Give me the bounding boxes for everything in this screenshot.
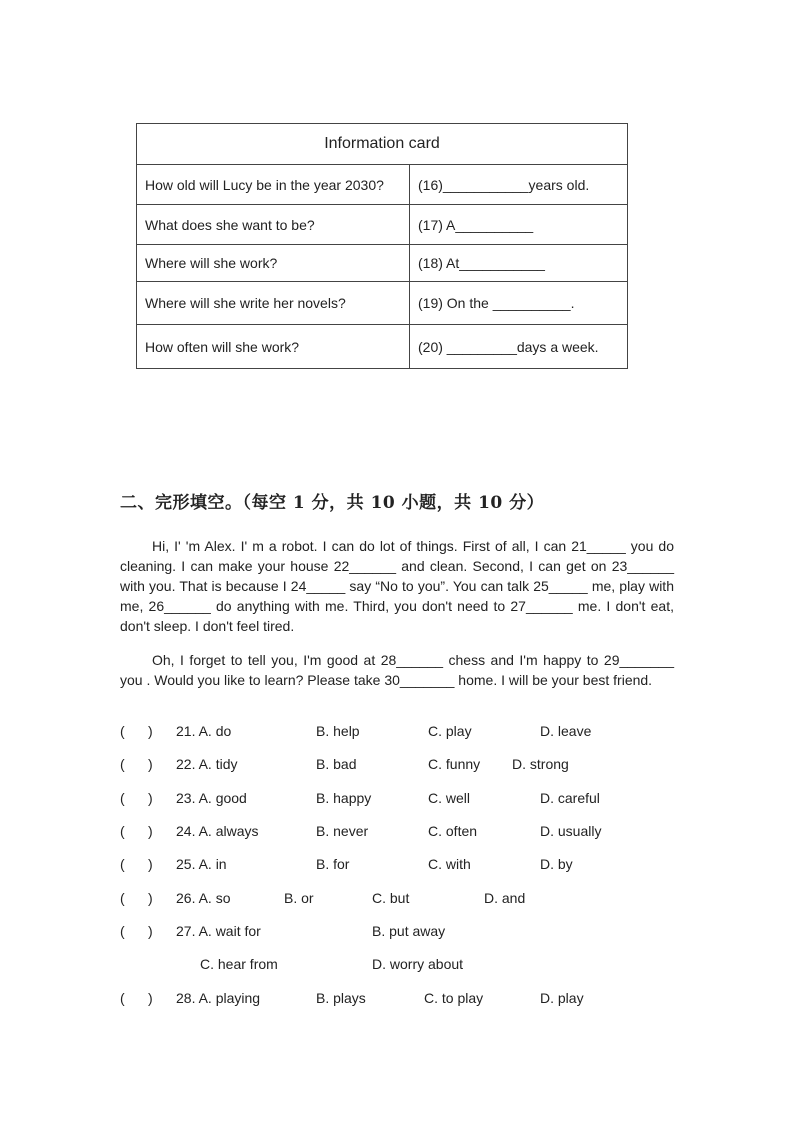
passage-paragraph-2: Oh, I forget to tell you, I'm good at 28______ chess and I'm happy to 29_______ you . Would you like to learn? Please take 30_______ home. I will be your best friend. — [120, 652, 674, 688]
card-title: Information card — [137, 124, 628, 165]
option-a: 21. A. do — [176, 723, 232, 739]
answer-bracket[interactable]: ( ) — [120, 823, 153, 839]
card-question: What does she want to be? — [137, 205, 410, 245]
question-row-26 — [120, 890, 680, 910]
option-c: C. play — [428, 723, 472, 739]
option-c: C. with — [428, 856, 471, 872]
question-row-22 — [120, 756, 680, 776]
card-question: How often will she work? — [137, 325, 410, 369]
card-answer: (16)___________years old. — [410, 165, 628, 205]
option-c: C. to play — [424, 990, 484, 1006]
option-c: C. often — [428, 823, 478, 839]
question-row-23 — [120, 790, 680, 810]
option-b: B. happy — [316, 790, 372, 806]
card-question: How old will Lucy be in the year 2030? — [137, 165, 410, 205]
option-c: C. funny — [428, 756, 481, 772]
option-b: B. or — [284, 890, 314, 906]
section-title: 二、完形填空。（每空 1 分，共 10 小题，共 10 分） — [120, 493, 545, 513]
option-d: D. and — [484, 890, 526, 906]
passage-paragraph-1: Hi, I' 'm Alex. I' m a robot. I can do lot of things. First of all, I can 21_____ you do cleaning. I can make your house 22______ and clean. Second, I can get on 23______ with you. That is because I 24_____ say “No to you”. You can talk 25_____ me, play with me, 26______ do anything with me. Third, you don't need to 27______ me. I don't eat, don't sleep. I don't feel tired. — [120, 538, 674, 634]
option-b: B. put away — [372, 923, 446, 939]
question-row-28 — [120, 990, 680, 1010]
card-question: Where will she write her novels? — [137, 282, 410, 325]
option-a: 27. A. wait for — [176, 923, 261, 939]
option-c: C. well — [428, 790, 471, 806]
option-b: B. help — [316, 723, 360, 739]
option-d: D. usually — [540, 823, 602, 839]
question-row-27 — [120, 923, 680, 943]
option-a: 22. A. tidy — [176, 756, 238, 772]
option-d: D. strong — [512, 756, 569, 772]
option-b: B. bad — [316, 756, 357, 772]
option-a: 24. A. always — [176, 823, 259, 839]
option-b: B. for — [316, 856, 350, 872]
card-answer: (17) A__________ — [410, 205, 628, 245]
option-a: 25. A. in — [176, 856, 227, 872]
card-answer: (18) At___________ — [410, 245, 628, 282]
option-d: D. play — [540, 990, 584, 1006]
option-b: B. never — [316, 823, 369, 839]
answer-bracket[interactable]: ( ) — [120, 923, 153, 939]
option-d: D. careful — [540, 790, 600, 806]
answer-bracket[interactable]: ( ) — [120, 856, 153, 872]
option-a: 28. A. playing — [176, 990, 261, 1006]
question-row-27-cont — [120, 956, 680, 976]
card-question: Where will she work? — [137, 245, 410, 282]
answer-bracket[interactable]: ( ) — [120, 723, 153, 739]
card-answer: (20) _________days a week. — [410, 325, 628, 369]
answer-bracket[interactable]: ( ) — [120, 990, 153, 1006]
question-row-25 — [120, 856, 680, 876]
question-row-21 — [120, 723, 680, 743]
information-card-table — [136, 123, 628, 369]
card-answer: (19) On the __________. — [410, 282, 628, 325]
option-d: D. worry about — [372, 956, 464, 972]
option-d: D. leave — [540, 723, 592, 739]
option-c: C. but — [372, 890, 410, 906]
option-b: B. plays — [316, 990, 366, 1006]
option-a: 23. A. good — [176, 790, 247, 806]
option-c: C. hear from — [200, 956, 278, 972]
question-row-24 — [120, 823, 680, 843]
option-a: 26. A. so — [176, 890, 231, 906]
answer-bracket[interactable]: ( ) — [120, 756, 153, 772]
answer-bracket[interactable]: ( ) — [120, 790, 153, 806]
option-d: D. by — [540, 856, 573, 872]
answer-bracket[interactable]: ( ) — [120, 890, 153, 906]
